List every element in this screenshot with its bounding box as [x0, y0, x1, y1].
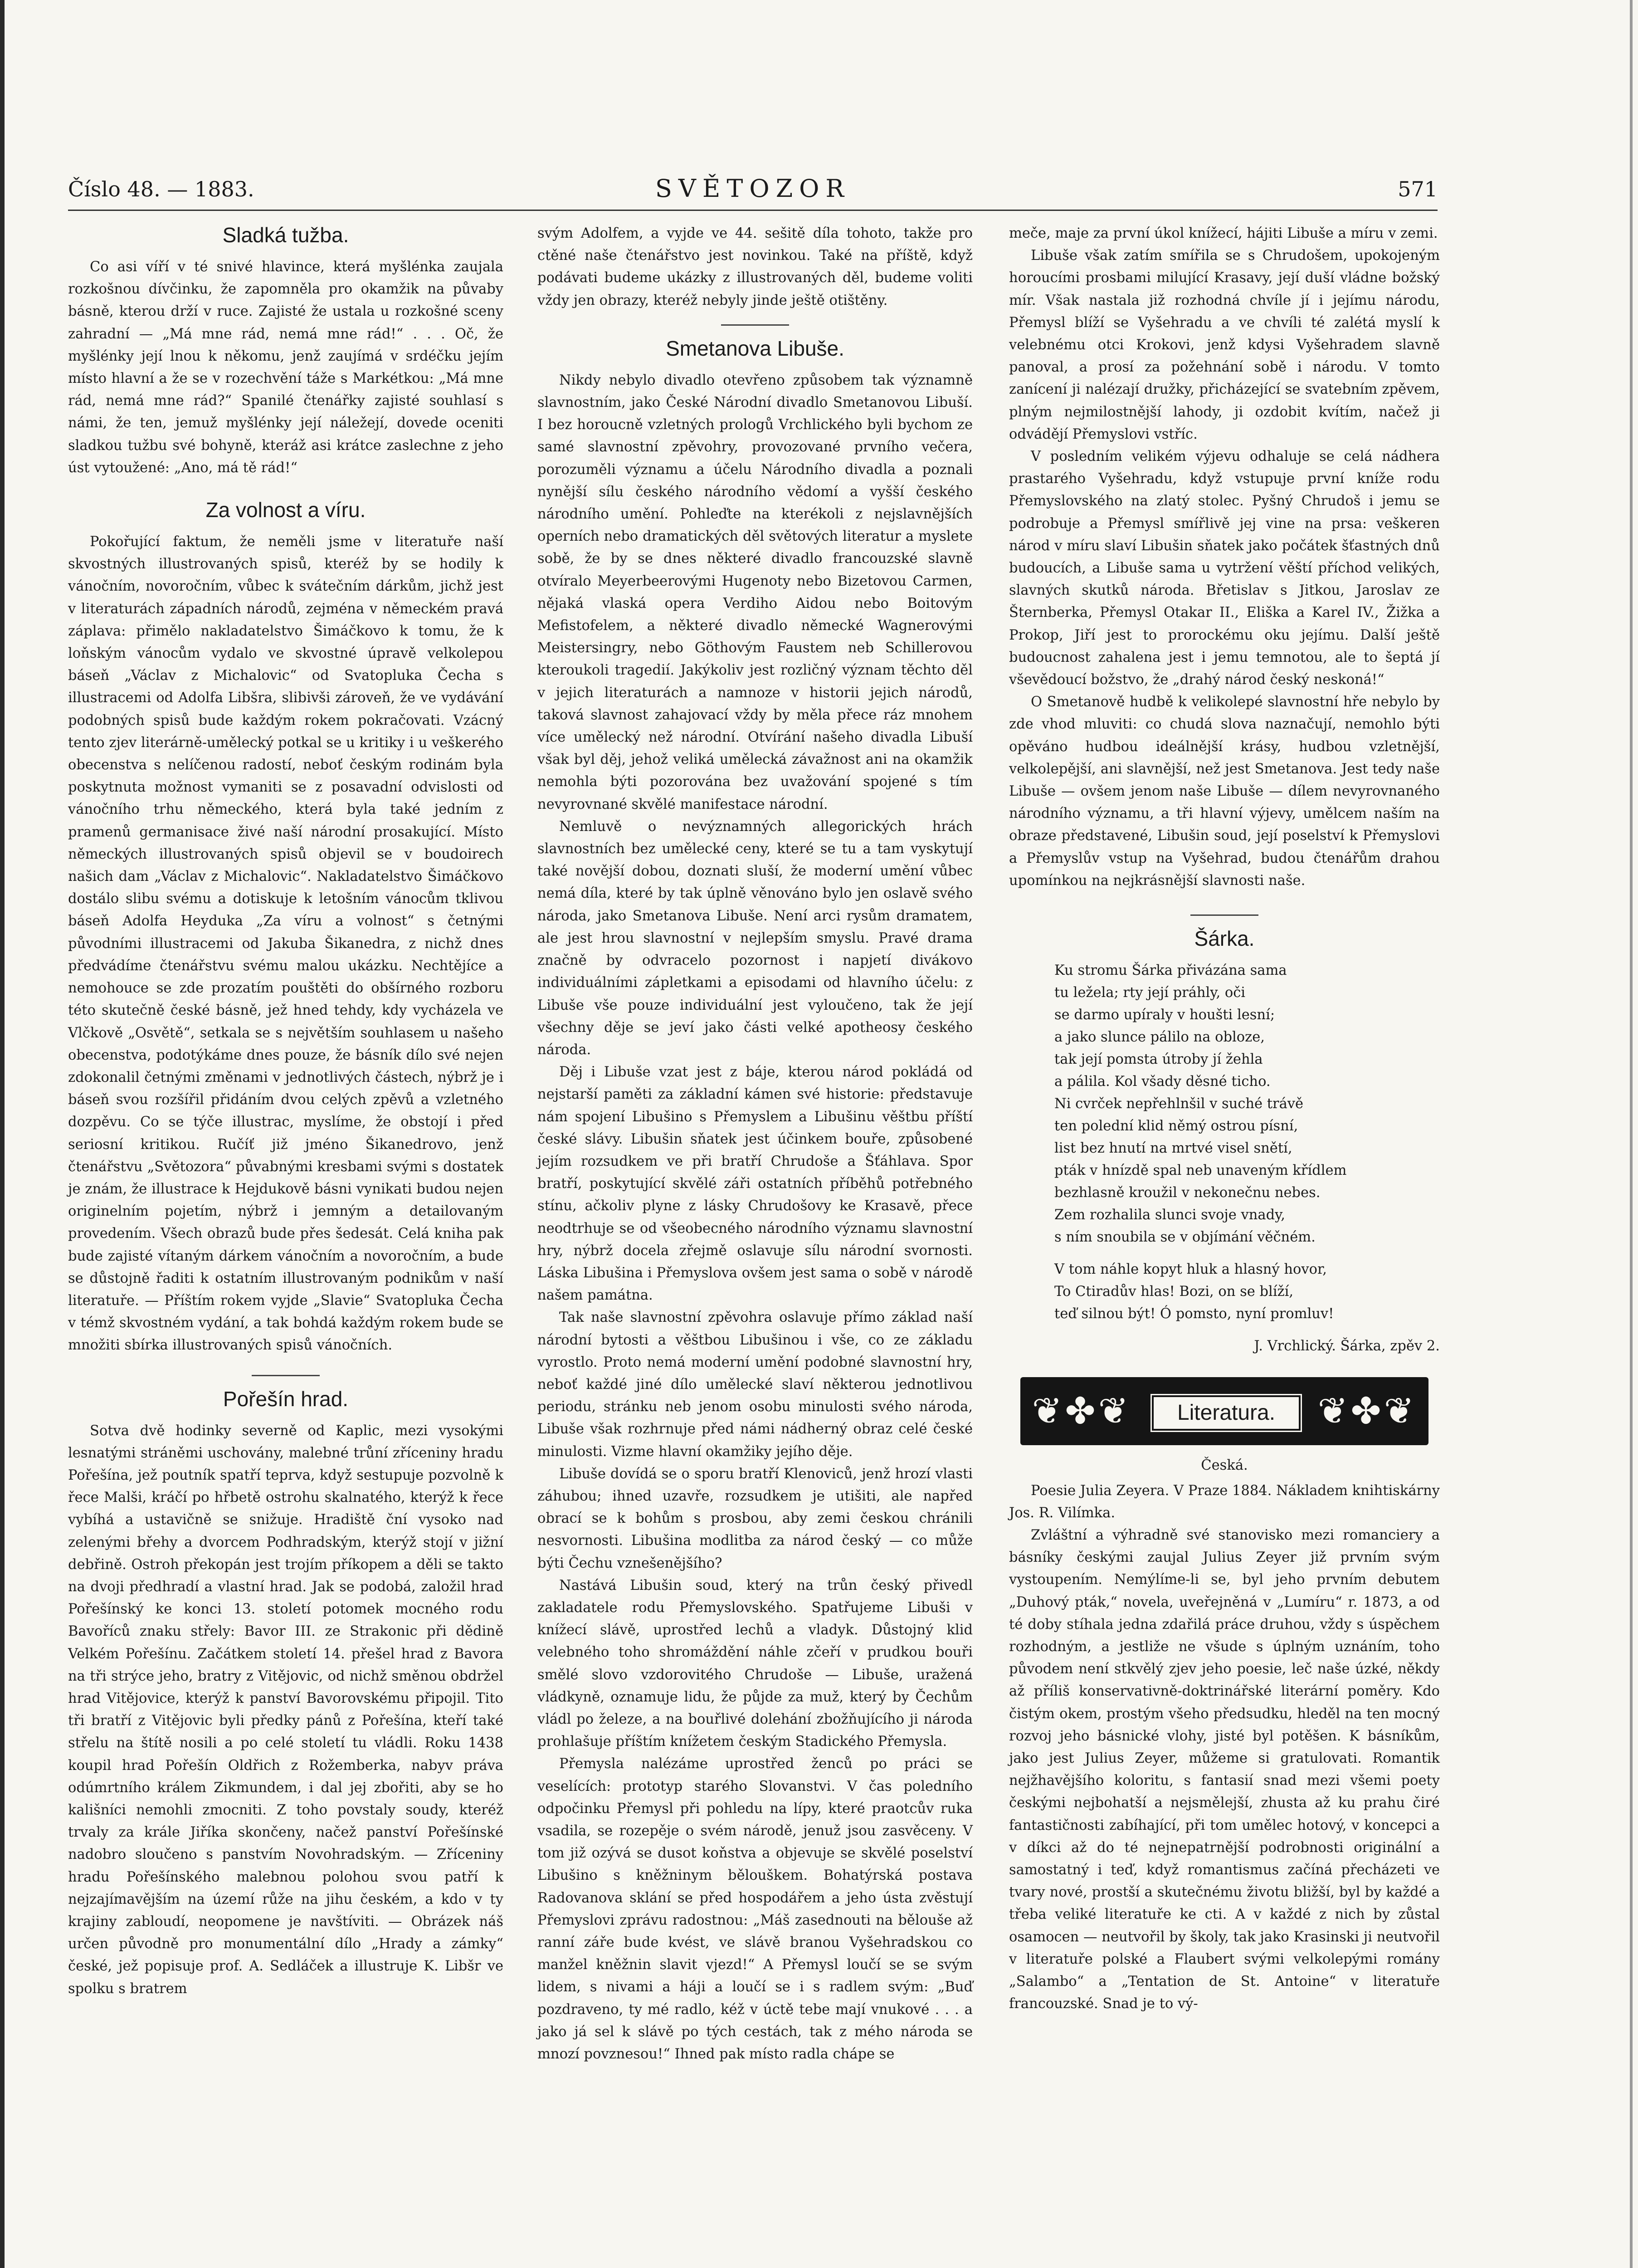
poem-sarka — [1054, 959, 1440, 1325]
page-edge-left — [0, 0, 5, 2268]
poem-line: V tom náhle kopyt hluk a hlasný hovor, — [1054, 1261, 1327, 1278]
paragraph: Libuše dovídá se o sporu bratří Klenoviců, jenž hrozí vlasti záhubou; ihned uzavře, rozsudkem je utišiti, ale napřed obrací se k bohům s prosbou, aby zemi českou chránili nesvornosti. Libušina modlitba za národ český — co může býti Čechu vznešenějšího? — [537, 1466, 973, 1571]
paragraph: Tak naše slavnostní zpěvohra oslavuje přímo základ naší národní bytosti a věštbou Libušinou i vše, co ze základu vyrostlo. Proto nemá moderní umění podobné slavnostní hry, neboť každé jiné dílo umělecké slaví některou jednotlivou periodu, stránku neb jenom osobu minulosti svého národa, Libuše však rozhrnuje před námi nádherný obraz celé české minulosti. Vizme hlavní okamžiky jejího děje. — [537, 1310, 973, 1460]
poem-line: Ku stromu Šárka přivázána sama — [1054, 963, 1287, 979]
paragraph: Zvláštní a výhradně své stanovisko mezi romanciery a básníky českými zaujal Julius Zeyer již prvním svým vystoupením. Nemýlíme-li se, byl jeho prvním debutem „Duhový pták,“ novela, uveřejněná v „Lumíru“ r. 1873, a od té doby stíhala jedna zdařilá práce druhou, vždy s úspěchem rozhodným, a jestliže ne všude s úplným uznáním, toho původem není stkvělý zjev jeho poesie, leč naše úzké, někdy až příliš konservativně-doktrinářské literární poměry. Kdo čistým okem, prostým všeho předsudku, hleděl na ten mocný rozvoj jeho básnické vlohy, jisté byl potěšen. K básníkům, jako jest Julius Zeyer, můžeme si gratulovati. Romantik nejžhavějšího koloritu, s fantasií snad mezi všemi poety českými nejbohatší a nejsmělejší, zhusta až ku prahu čiré fantastičnosti zabíhající, při tom umělec hotový, v koncepci a v díkci až do té nejnepatrnější podrobnosti originální a samostatný i teď, když romantismus začíná přecházeti ve tvary nové, prostší a skutečnému životu bližší, byl by každé a třeba veliké literatuře ke cti. A v každé z nich by zůstal osamocen — neutvořil by školy, tak jako Krasinski ji neutvořil v literatuře polské a Flaubert svými velkolepými romány „Salambo“ a „Tentation de St. Antoine“ v literatuře francouzské. Snad je to vý- — [1009, 1527, 1440, 2012]
poem-line: bezhlasně kroužil v nekonečnu nebes. — [1054, 1185, 1321, 1201]
poem-line: se darmo upíraly v houšti lesní; — [1054, 1007, 1275, 1023]
article-title-poresin: Pořešín hrad. — [223, 1387, 349, 1411]
section-divider — [252, 1375, 320, 1376]
paragraph: svým Adolfem, a vyjde ve 44. sešitě díla tohoto, takže pro ctěné naše čtenářstvo jest novinkou. Také na příště, když podávati budeme ukázky z illustrovaných děl, budeme voliti vždy jen obrazy, kteréž nebyly jinde ještě otištěny. — [537, 225, 973, 308]
poem-title: Šárka. — [1194, 927, 1255, 951]
poem-signature: J. Vrchlický. Šárka, zpěv 2. — [1254, 1338, 1440, 1354]
section-divider — [721, 324, 789, 326]
paragraph: Libuše však zatím smířila se s Chrudošem, upokojeným horoucími prosbami milující Krasavy, její duší vládne božský mír. Však nastala již rozhodná chvíle jí i jejímu národu, Přemysl blíží se Vyšehradu a ve chvíli té zalétá myslí k velebnému otci Krokovi, jenž kdysi Vyšehradem slavně panoval, a prosí za požehnání sobě i národu. V tomto zanícení ji nalézají družky, přicházející se svatebním zpěvem, plným nejmilostnější lahody, ji ozdobit kvítím, načež ji odvádějí Přemyslovi vstříc. — [1009, 248, 1440, 442]
paragraph: meče, maje za první úkol knížecí, hájiti Libuše a míru v zemi. — [1009, 225, 1438, 241]
paragraph: Nemluvě o nevýznamných allegorických hrách slavnostních bez umělecké ceny, které se tu a tam vyskytují také novější dobou, doznati sluší, že moderní umění vůbec nemá díla, které by tak úplně věnováno bylo jen oslavě svého národa, jako Smetanova Libuše. Není arci rysům dramatem, ale jest hrou slavnostní v nejlepším smyslu. Pravé drama značně by odvracelo pozornost i napjetí divákovo individuálními zápletkami a episodami od hlavního účelu: z Libuše vše pouze individuální jest vyloučeno, tak že její všechny děje se jeví jako části velké apotheosy českého národa. — [537, 818, 973, 1058]
literatura-banner — [1020, 1377, 1428, 1445]
paragraph: Co asi víří v té snivé hlavince, která myšlénka zaujala rozkošnou dívčinku, že zapomněla pro okamžik na půvaby básně, kterou drží v ruce. Zajisté že ustala u rozkošné sceny zahradní — „Má mne rád, nemá mne rád!“ . . . Oč, že myšlénky její lnou k někomu, jenž zaujímá v srdéčku jejím místo hlavní a že se v rozechvění táže s Markétkou: „Má mne rád, nemá mne rád?“ Spanilé čtenářky zajisté souhlasí s námi, že ten, jemuž myšlénky její náležejí, dovede oceniti sladkou tužbu své bohyně, kteráž asi krátce zaslechne z jeho úst vytoužené: „Ano, má tě rád!“ — [68, 259, 503, 476]
poem-line: list bez hnutí na mrtvé visel snětí, — [1054, 1140, 1292, 1157]
poem-stanza-2 — [1054, 1258, 1440, 1325]
poem-line: s ním snoubila se v objímání věčném. — [1054, 1229, 1316, 1246]
ornament-left-icon: ❦✤❦ — [1032, 1390, 1131, 1432]
column-2 — [537, 222, 973, 2065]
page-header — [68, 174, 1438, 209]
poem-line: Ni cvrček nepřehlnšil v suché trávě — [1054, 1096, 1304, 1112]
column-3 — [1009, 222, 1440, 2015]
article-title-libuse: Smetanova Libuše. — [666, 336, 844, 360]
poem-line: tak její pomsta útroby jí žehla — [1054, 1051, 1263, 1068]
poem-line: Zem rozhalila slunci svoje vnady, — [1054, 1207, 1285, 1223]
paragraph: Nastává Libušin soud, který na trůn český přivedl zakladatele rodu Přemyslovského. Spatřujeme Libuši v knížecí slávě, uprostřed lechů a vladyk. Důstojný klid velebného toho shromáždění náhle zčeří v prudkou bouři smělé slovo vzdorovitého Chrudoše — Libuše, uražená vládkyně, oznamuje lidu, že půjde za muž, který by Čechům vládl po železe, a na bouřlivé dolehání zbožňujícího ji národa prohlašuje příštím knížetem českým Stadického Přemysla. — [537, 1577, 973, 1750]
poem-line: teď silnou být! Ó pomsto, nyní promluv! — [1054, 1306, 1334, 1322]
article-title-za-volnost: Za volnost a víru. — [205, 498, 366, 522]
poem-line: a pálila. Kol všady děsné ticho. — [1054, 1074, 1271, 1090]
article-title-sladka-tuzba: Sladká tužba. — [222, 223, 349, 247]
masthead-title: SVĚTOZOR — [655, 174, 851, 203]
page-number: 571 — [1398, 177, 1438, 201]
poem-line: a jako slunce pálilo na obloze, — [1054, 1029, 1265, 1046]
book-entry: Poesie Julia Zeyera. V Praze 1884. Nákladem knihtiskárny Jos. R. Vilímka. — [1009, 1482, 1440, 1521]
poem-line: ten polední klid němý ostrou písní, — [1054, 1118, 1298, 1134]
poem-line: tu ležela; rty její práhly, oči — [1054, 985, 1246, 1001]
paragraph: Nikdy nebylo divadlo otevřeno způsobem tak významně slavnostním, jako České Národní divadlo Smetanovou Libuší. I bez horoucně vzletných prologů Vrchlického byli bychom ze samé slavnostní zpěvohry, provozované prvního večera, porozuměli významu a účelu Národního divadla a poznali nynější sílu českého národního vědomí a vyšší českého národního umění. Pohleďte na kterékoli z nejslavnějších operních nebo dramatických děl světových literatur a myslete sobě, že by se dnes některé divadlo francouzské slavně otvíralo Meyerbeerovými Hugenoty nebo Bizetovou Carmen, nějaká vlaská opera Verdiho Aidou nebo Boitovým Mefistofelem, a některé divadlo německé Wagnerovými Meistersingry, nebo Göthovým Faustem neb Schillerovou kteroukoli tragedií. Jakýkoliv jest rozličný význam těchto děl v jejich literaturách a namnoze v historii jejich národů, taková slavnost zahajovací vždy by měla přece ráz mnohem více umělecký než národní. Otvírání našeho divadla Libuší však byl děj, jehož veliká umělecká závažnost ani na okamžik nemohla býti pozorována bez uvažování spojené s tím nevyrovnané skvělé manifestace národní. — [537, 372, 973, 812]
paragraph: Děj i Libuše vzat jest z báje, kterou národ pokládá od nejstarší paměti za základní kámen své historie: představuje nám spojení Libušino s Přemyslem a Libušinu věštbu příští české slávy. Libušin sňatek jest účinkem bouře, způsobené jejím rozsudkem ve při bratří Chrudoše a Šťáhlava. Spor bratří, poskytující skvělé záři ostatních příběhů potřebného stínu, ačkoliv plyne z lásky Chrudošovy ke Krasavě, přece neodtrhuje se od všeobecného národního významu slavnostní hry, nýbrž docela zřejmě oslavuje sílu národní svornosti. Láska Libušina i Přemyslova ovšem jest sama o sobě v národě našem památna. — [537, 1064, 973, 1304]
paragraph: Přemysla nalézáme uprostřed ženců po práci se veselících: prototyp starého Slovanstvi. V čas poledního odpočinku Přemysl při pohledu na lípy, které praotcův ruka vsadila, se rozepěje o svém národě, jenuž jsou zasvěceny. V tom již ozývá se dusot koňstva a objevuje se skvělé poselství Libušino s kněžninym bělouškem. Bohatýrská postava Radovanova sklání se před hospodářem a jeho ústa zvěstují Přemyslovi zprávu radostnou: „Máš zasednouti na bělouše až ranní záře bude kvést, ve slávě branou Vyšehradskou co manžel kněžnin slavit vjezd!“ A Přemysl loučí se se svým lidem, s nivami a háji a loučí se i s radlem svým: „Buď pozdraveno, ty mé radlo, kéž v úctě tebe mají vnukové . . . a jako já sel k slávě po tých cestách, tak z mého národa se mnozí povznesou!“ Ihned pak místo radla chápe se — [537, 1756, 973, 2063]
poem-line: To Ctiradův hlas! Bozi, on se blíží, — [1054, 1284, 1294, 1300]
section-divider — [1190, 914, 1258, 916]
paragraph: V posledním velikém výjevu odhaluje se celá nádhera prastarého Vyšehradu, když vstupuje první kníže rodu Přemyslovského na zlatý stolec. Pyšný Chrudoš i jemu se podrobuje a Přemysl smířlivě jej vine na prsa: veškeren národ v míru slaví Libušin sňatek jako počátek šťastných dnů budoucích, a Libuše sama u vytržení věští příchod velikých, slavných skutků národa. Břetislav s Jitkou, Jaroslav ze Šternberka, Přemysl Otakar II., Eliška a Karel IV., Žižka a Prokop, Jiří jest to prorockému oku jejímu. Další ještě budoucnost zahalena jest i jemu temnotou, ale to šeptá jí vševědoucí božstvo, že „drahý národ český neskoná!“ — [1009, 449, 1440, 688]
paragraph: Sotva dvě hodinky severně od Kaplic, mezi vysokými lesnatými stráněmi uschovány, malebné trůní zříceniny hradu Pořešína, jež poutník spatří teprva, když sestupuje pozvolně k řece Malši, kráčí po hřbetě ostrohu skalnatého, kterýž k řece vybíhá a ustavičně se snižuje. Hradiště ční vysoko nad zelenými břehy a dvorcem Podhradským, kterýž stojí v jižní debřině. Ostroh překopán jest trojím příkopem a děli se takto na dvoji předhradí a vlastní hrad. Jak se podobá, založil hrad Pořešínský ke konci 13. století potomek mocného rodu Bavoříců znaku střely: Bavor III. ze Strakonic při dědině Velkém Pořešínu. Začátkem století 14. přešel hrad z Bavora na tři strýce jeho, bratry z Vitějovic, od nichž směnou obdržel hrad Vitějovice, kterýž k panství Bavorovskému připojil. Tito tři bratří z Vitějovic byli předky pánů z Pořešína, kteří také střelu na štítě nosili a po celé století tu vládli. Roku 1438 koupil hrad Pořešín Oldřich z Rožemberka, nabyv práva odúmrtního králem Zikmundem, i dal jej zbořiti, aby se ho kališníci nemohli zmocniti. Z toho povstaly soudy, kteréž trvaly za krále Jiříka skončeny, načež panství Pořešínské nadobro sloučeno s panstvím Novohradským. — Zříceniny hradu Pořešínského malebnou polohou svou patří k nejzajímavějším na území růže na jihu českém, a kdo v ty krajiny zabloudí, neopomene je navštíviti. — Obrázek náš určen původně pro monumentální dílo „Hrady a zámky“ české, jež popisuje prof. A. Sedláček a illustruje K. Libšr ve spolku s bratrem — [68, 1422, 503, 1997]
column-1 — [68, 222, 503, 2000]
paragraph: O Smetanově hudbě k velikolepé slavnostní hře nebylo by zde vhod mluviti: co chudá slova naznačují, nemohlo býti opěváno hudbou ideálnější krásy, hudbou vzletnější, velkolepější, ani slavnější, než jest Smetanova. Jest tedy naše Libuše — ovšem jenom naše Libuše — dílem nevyrovnaného národního významu, a tři hlavní výjevy, umělcem naším na obraze představené, Libušin soud, její poselství k Přemyslovi a Přemyslův vstup na Vyšehrad, budou čtenářům drahou upomínkou na nejkrásnější slavnosti naše. — [1009, 694, 1440, 889]
issue-number: Číslo 48. — 1883. — [68, 177, 254, 201]
paragraph: Pokořující faktum, že neměli jsme v literatuře naší skvostných illustrovaných spisů, kteréž by se hodily k vánočním, novoročním, vůbec k svátečním dárkům, jichž jest v literaturách západních národů, zejména v německém pravá záplava: přimělo nakladatelstvo Šimáčkovo k tomu, že k loňským vánocům vydalo ve skvostné úpravě velkolepou báseň „Václav z Michalovic“ od Svatopluka Čecha s illustracemi od Adolfa Libšra, slibivši zároveň, že ve vydávání podobných spisů bude každým rokem pokračovati. Vzácný tento zjev literárně-umělecký potkal se u kritiky i u veškerého obecenstva s nelíčenou radostí, neboť českým rodinám byla poskytnuta možnost vymaniti se z posavadní odvislosti od vánočního trhu německého, která byla také jedním z pramenů germanisace živé naší národní prosakující. Místo německých illustrovaných spisů objevil se v boudoirech našich dam „Václav z Michalovic“. Nakladatelstvo Šimáčkovo dostálo slibu svému a dotiskuje k letošním vánocům tklivou báseň Adolfa Heyduka „Za víru a volnost“ s četnými původními illustracemi od Jakuba Šikanedra, z nichž dnes předvádíme čtenářstvu svému malou ukázku. Nechtějíce a nemohouce se zde prozatím pouštěti do obšírného rozboru této skutečně české básně, jež hned tehdy, kdy vycházela ve Vlčkově „Osvětě“, setkala se s největším souhlasem u našeho obecenstva, podotýkáme dnes pouze, že básník dílo své nejen zdokonalil četnými změnami v jednotlivých částech, nýbrž je i báseň svou rozšířil přidáním dvou celých zpěvů a vzletného dozpěvu. Co se týče illustrac, myslíme, že obstojí i před seriosní kritikou. Ručíť již jméno Šikanedrovo, jenž čtenářstvu „Světozora“ půvabnými kresbami svými s dostatek je znám, že illustrace k Hejdukově básni vynikati budou nejen originelním pojetím, nýbrž i jemným a detailovaným provedením. Všech obrazů bude přes šedesát. Celá kniha pak bude zajisté vítaným dárkem vánočním a novoročním, a bude se důstojně řaditi k ostatním illustrovaným podnikům v naší literatuře. — Příštím rokem vyjde „Slavie“ Svatopluka Čecha v témž skvostném vydání, a tak bohdá každým rokem bude se množiti sbírka illustrovaných spisů vánočních. — [68, 534, 503, 1354]
ornament-right-icon: ❦✤❦ — [1317, 1390, 1417, 1432]
page-edge-right — [1630, 0, 1633, 2268]
literature-subheading: Česká. — [1201, 1457, 1248, 1474]
header-rule — [68, 210, 1438, 211]
banner-label: Literatura. — [1152, 1395, 1301, 1431]
poem-stanza-1 — [1054, 959, 1440, 1248]
poem-line: pták v hnízdě spal neb unaveným křídlem — [1054, 1163, 1347, 1179]
